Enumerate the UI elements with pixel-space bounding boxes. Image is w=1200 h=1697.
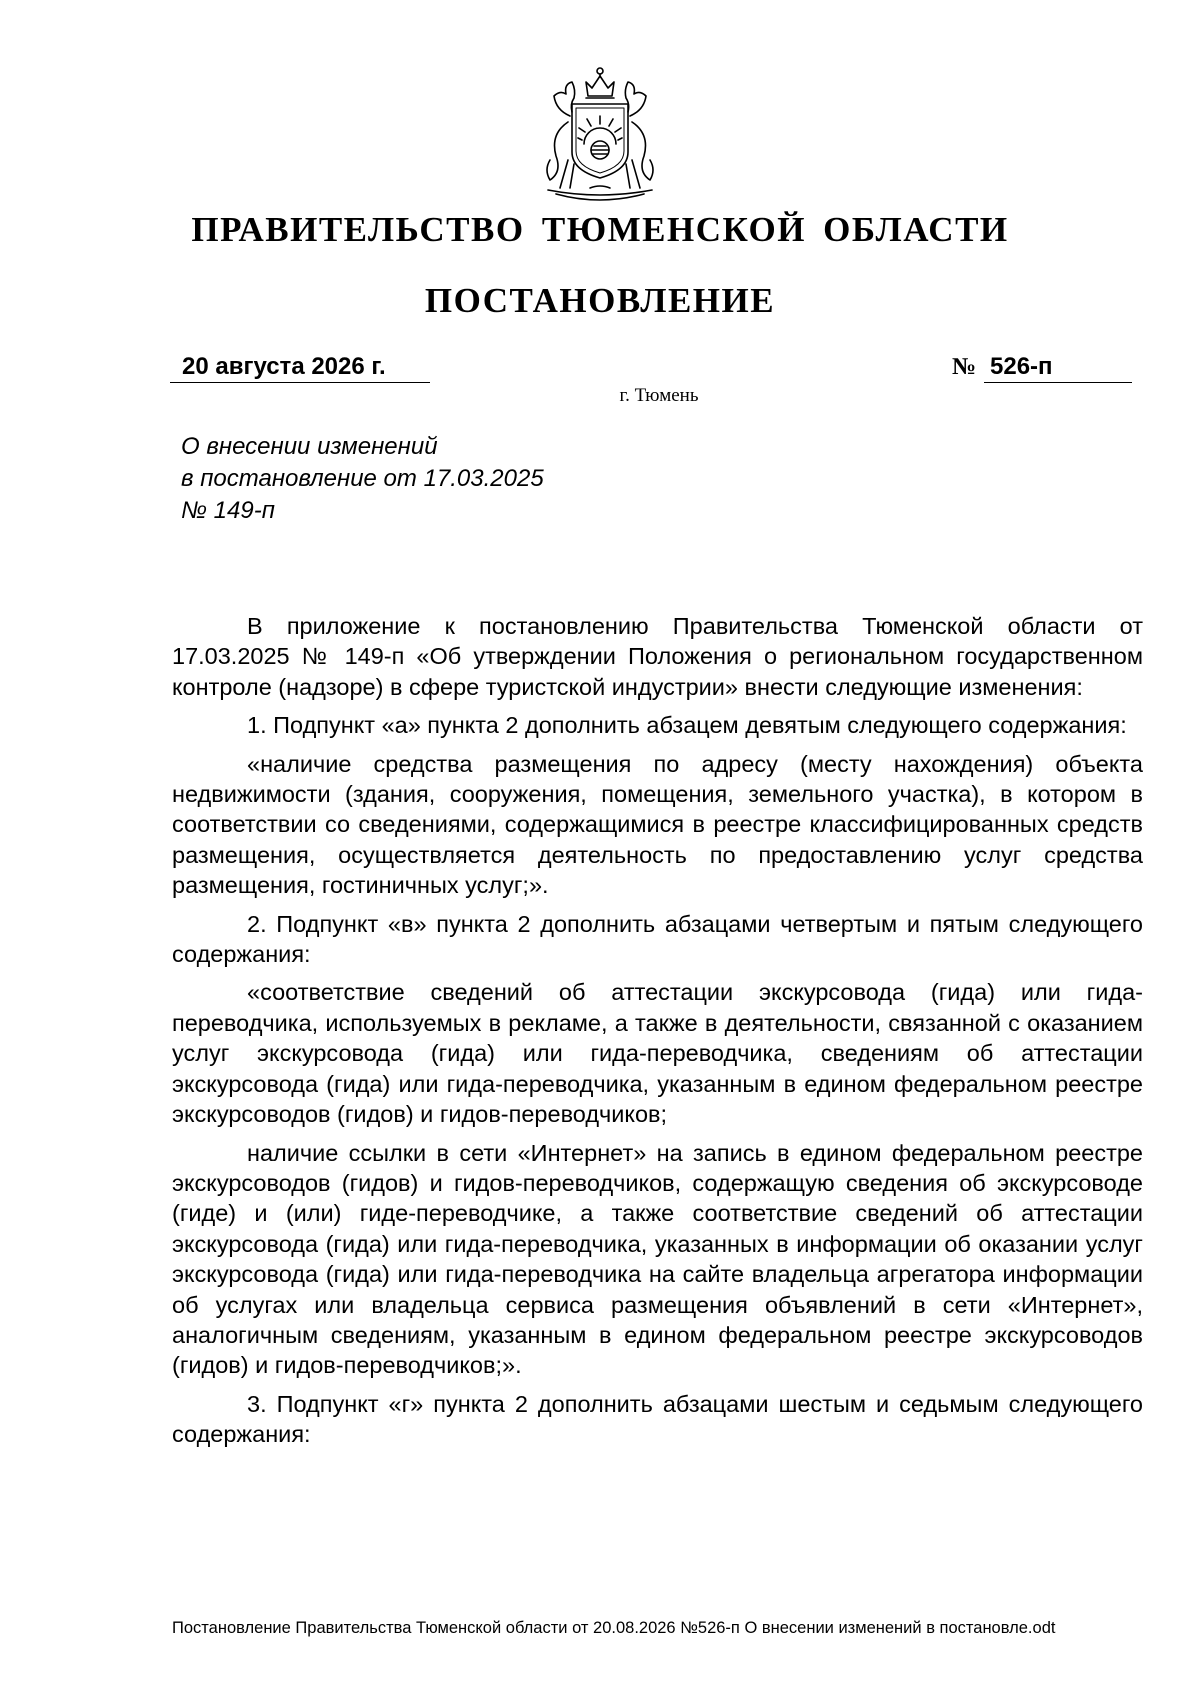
document-date: 20 августа 2026 г. [182, 353, 386, 380]
subject-line: № 149-п [181, 497, 275, 524]
document-number: 526-п [990, 353, 1053, 380]
body-paragraph: наличие ссылки в сети «Интернет» на запись в едином федеральном реестре экскурсоводов (гидов) и гидов-переводчиков, содержащую сведения об экскурсоводе (гиде) и (или) гиде-переводчике, а также соответствие сведений об аттестации экскурсовода (гида) или гида-переводчика, указанных в информации об оказании услуг экскурсовода (гида) или гида-переводчика на сайте владельца агрегатора информации об услугах или владельца сервиса размещения объявлений в сети «Интернет», аналогичным сведениям, указанным в едином федеральном реестре экскурсоводов (гидов) и гидов-переводчиков;». [172, 1139, 1143, 1379]
body-paragraph: В приложение к постановлению Правительства Тюменской области от 17.03.2025 № 149-п «Об утверждении Положения о региональном государственном контроле (надзоре) в сфере туристской индустрии» внести следующие изменения: [172, 613, 1143, 700]
body-paragraph: 1. Подпункт «а» пункта 2 дополнить абзацем девятым следующего содержания: [247, 712, 1127, 739]
subject-line: в постановление от 17.03.2025 [181, 465, 544, 492]
subject-line: О внесении изменений [181, 433, 438, 460]
page-footer: Постановление Правительства Тюменской области от 20.08.2026 №526-п О внесении изменений в постановле.odt [172, 1619, 1056, 1637]
document-number-field [952, 352, 1132, 382]
body-paragraph: «соответствие сведений об аттестации экскурсовода (гида) или гида-переводчика, используемых в рекламе, а также в деятельности, связанной с оказанием услуг экскурсовода (гида) или гида-переводчика, сведениям об аттестации экскурсовода (гида) или гида-переводчика, указанным в едином федеральном реестре экскурсоводов (гидов) и гидов-переводчиков; [172, 979, 1143, 1128]
body-paragraph: 2. Подпункт «в» пункта 2 дополнить абзацами четвертым и пятым следующего содержания: [172, 910, 1143, 968]
document-body [172, 611, 1143, 1458]
number-sign: № [952, 354, 977, 380]
document-date-field [170, 352, 430, 383]
body-paragraph: 3. Подпункт «г» пункта 2 дополнить абзацами шестым и седьмым следующего содержания: [172, 1390, 1143, 1448]
body-paragraph: «наличие средства размещения по адресу (месту нахождения) объекта недвижимости (здания, сооружения, помещения, земельного участка), в котором в соответствии со сведениями, содержащимися в реестре классифицированных средств размещения, осуществляется деятельность по предоставлению услуг средства размещения, гостиничных услуг;». [172, 750, 1143, 899]
city-name: г. Тюмень [619, 385, 699, 406]
coat-of-arms-emblem [520, 60, 680, 206]
government-title: ПРАВИТЕЛЬСТВО ТЮМЕНСКОЙ ОБЛАСТИ [191, 210, 1009, 249]
document-type-title: ПОСТАНОВЛЕНИЕ [424, 281, 776, 320]
document-subject [181, 431, 681, 527]
